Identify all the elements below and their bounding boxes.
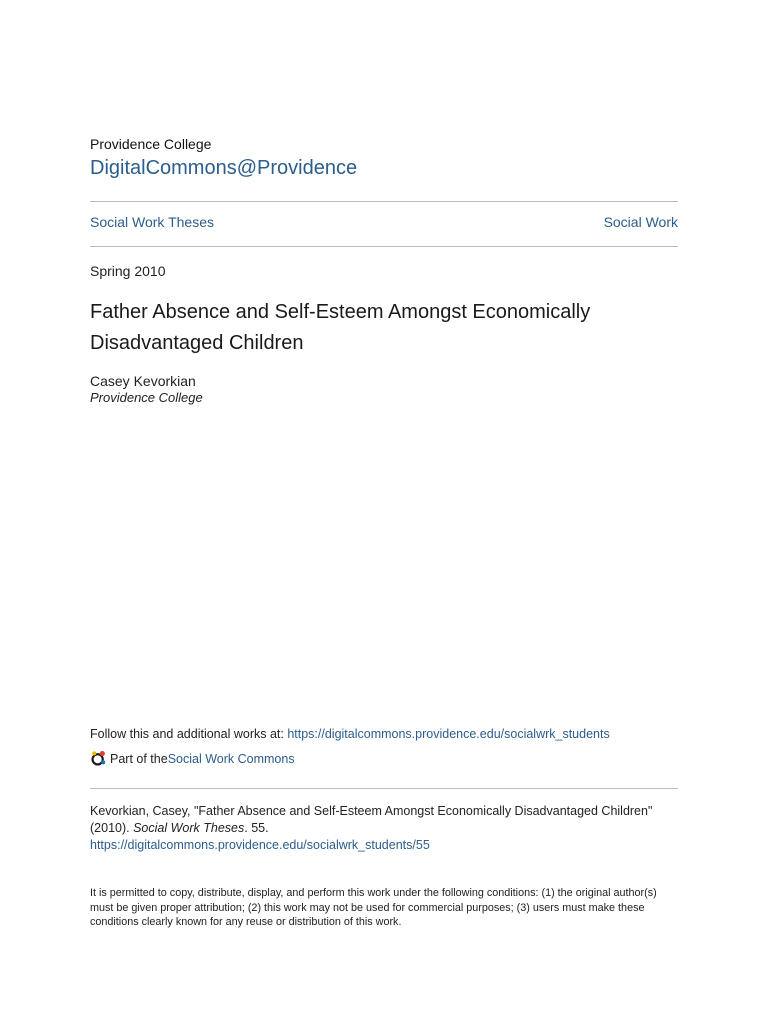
- publication-date: Spring 2010: [90, 263, 166, 279]
- paper-title: Father Absence and Self-Esteem Amongst Economically Disadvantaged Children: [90, 301, 591, 354]
- citation-divider: [90, 788, 678, 789]
- author-affiliation: Providence College: [90, 390, 203, 405]
- recommended-citation: [90, 803, 678, 854]
- follow-line: [90, 727, 610, 741]
- cover-page: [90, 0, 678, 1024]
- department-link[interactable]: Social Work: [603, 214, 678, 230]
- citation-text: Kevorkian, Casey, "Father Absence and Self-Esteem Amongst Economically Disadvantaged Children" (2010).: [90, 804, 653, 835]
- follow-prefix: Follow this and additional works at:: [90, 727, 288, 741]
- nav-divider: [90, 246, 678, 247]
- citation-journal: Social Work Theses: [133, 821, 245, 835]
- institution-name: Providence College: [90, 136, 212, 152]
- part-of-line: [90, 750, 295, 767]
- commons-network-icon: [90, 750, 107, 767]
- repository-link[interactable]: DigitalCommons@Providence: [90, 157, 358, 179]
- author-name: Casey Kevorkian: [90, 373, 196, 389]
- social-work-commons-link[interactable]: Social Work Commons: [167, 751, 295, 766]
- license-statement: It is permitted to copy, distribute, display, and perform this work under the following conditions: (1) the original author(s) must be given proper attribution; (2) this work may not be used for commercial purposes; (3) users must make these conditions clearly known for any reuse or distribution of this work.: [90, 887, 657, 929]
- citation-number: . 55.: [244, 821, 269, 835]
- follow-url-link[interactable]: https://digitalcommons.providence.edu/socialwrk_students: [287, 727, 610, 741]
- part-of-prefix: Part of the: [110, 751, 168, 766]
- series-link[interactable]: Social Work Theses: [90, 214, 214, 230]
- top-divider: [90, 201, 678, 202]
- citation-url-link[interactable]: https://digitalcommons.providence.edu/socialwrk_students/55: [90, 838, 430, 852]
